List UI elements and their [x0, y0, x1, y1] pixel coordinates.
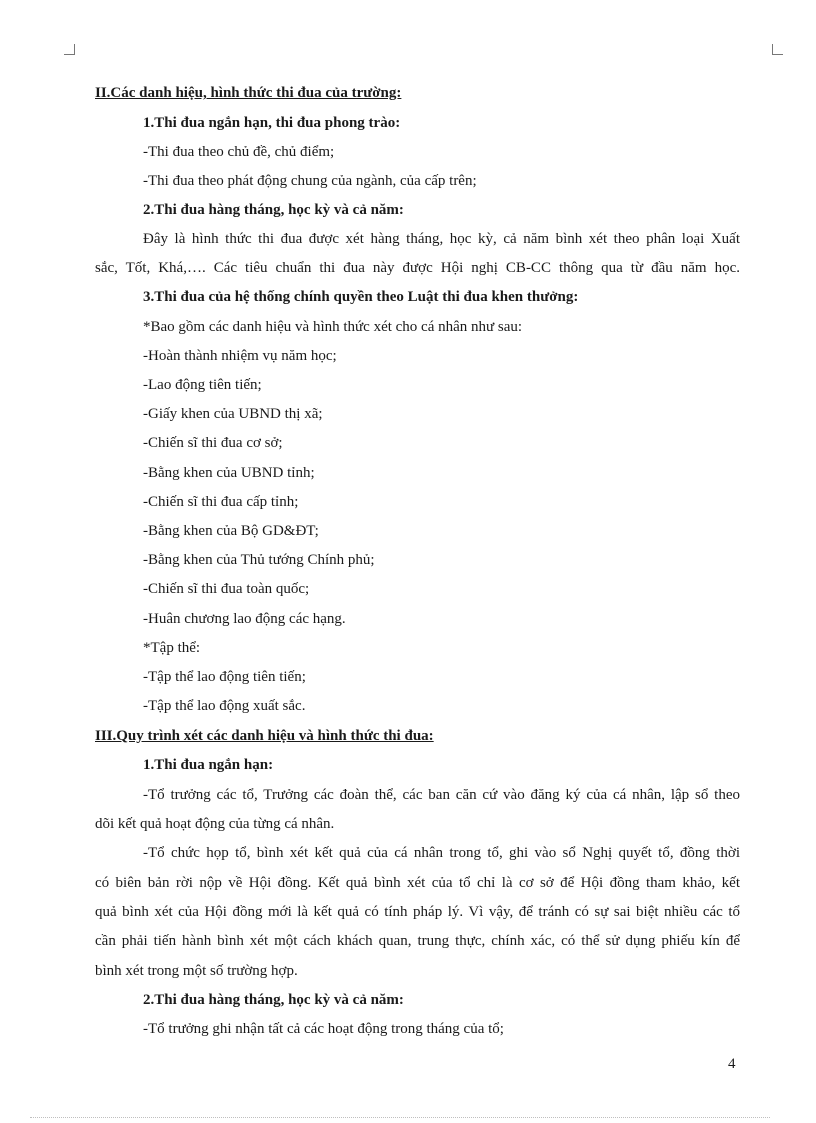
list-item: -Thi đua theo chủ đề, chủ điểm;: [143, 144, 335, 160]
section-heading-ii: II.Các danh hiệu, hình thức thi đua của trường:: [95, 85, 402, 101]
paragraph-line: -Tổ chức họp tổ, bình xét kết quả của cá nhân trong tổ, ghi vào sổ Nghị quyết tổ, đồng thời: [143, 845, 740, 861]
paragraph-line: bình xét trong một số trường hợp.: [95, 963, 298, 979]
list-item: -Huân chương lao động các hạng.: [143, 611, 346, 627]
list-item: -Hoàn thành nhiệm vụ năm học;: [143, 348, 337, 364]
subheading-monthly: 2.Thi đua hàng tháng, học kỳ và cả năm:: [143, 202, 404, 218]
list-item: -Bằng khen của Bộ GD&ĐT;: [143, 523, 319, 539]
list-item: -Giấy khen của UBND thị xã;: [143, 406, 323, 422]
list-item: -Chiến sĩ thi đua cấp tỉnh;: [143, 494, 299, 510]
paragraph-line: quả bình xét của Hội đồng mới là kết quả có tính pháp lý. Vì vậy, để tránh có sự sai biệt nhiều các tổ: [95, 904, 740, 920]
list-item: -Thi đua theo phát động chung của ngành, của cấp trên;: [143, 173, 477, 189]
list-item: -Tập thể lao động tiên tiến;: [143, 669, 306, 685]
subheading-government: 3.Thi đua của hệ thống chính quyền theo Luật thi đua khen thưởng:: [143, 289, 579, 305]
list-intro: *Bao gồm các danh hiệu và hình thức xét cho cá nhân như sau:: [143, 319, 523, 335]
section-heading-iii: III.Quy trình xét các danh hiệu và hình thức thi đua:: [95, 728, 434, 744]
paragraph-line: sắc, Tốt, Khá,…. Các tiêu chuẩn thi đua này được Hội nghị CB-CC thông qua từ đầu năm học.: [95, 260, 740, 276]
subheading-monthly-process: 2.Thi đua hàng tháng, học kỳ và cả năm:: [143, 992, 404, 1008]
list-intro: *Tập thể:: [143, 640, 201, 656]
list-item: -Lao động tiên tiến;: [143, 377, 262, 393]
paragraph-line: -Tổ trưởng ghi nhận tất cả các hoạt động trong tháng của tổ;: [143, 1021, 504, 1037]
paragraph-line: -Tổ trưởng các tổ, Trưởng các đoàn thể, các ban căn cứ vào đăng ký của cá nhân, lập sổ theo: [143, 787, 740, 803]
paragraph-line: cần phải tiến hành bình xét một cách khách quan, trung thực, chính xác, có thể sử dụng phiếu kín để: [95, 933, 740, 949]
page-number: 4: [728, 1056, 736, 1072]
subheading-short-term: 1.Thi đua ngắn hạn, thi đua phong trào:: [143, 115, 401, 131]
subheading-short-term-process: 1.Thi đua ngắn hạn:: [143, 757, 274, 773]
list-item: -Chiến sĩ thi đua cơ sở;: [143, 435, 283, 451]
paragraph-line: dõi kết quả hoạt động của từng cá nhân.: [95, 816, 335, 832]
page-bottom-divider: [30, 1117, 770, 1118]
list-item: -Bằng khen của Thủ tướng Chính phủ;: [143, 552, 375, 568]
list-item: -Bằng khen của UBND tỉnh;: [143, 465, 315, 481]
corner-mark-top-left: [64, 44, 75, 55]
paragraph-line: có biên bản rời nộp về Hội đồng. Kết quả bình xét của tổ chỉ là cơ sở để Hội đồng tham khảo, kết: [95, 875, 740, 891]
list-item: -Tập thể lao động xuất sắc.: [143, 698, 306, 714]
corner-mark-top-right: [772, 44, 783, 55]
list-item: -Chiến sĩ thi đua toàn quốc;: [143, 581, 310, 597]
paragraph-line: Đây là hình thức thi đua được xét hàng tháng, học kỳ, cả năm bình xét theo phân loại Xuất: [143, 231, 740, 247]
